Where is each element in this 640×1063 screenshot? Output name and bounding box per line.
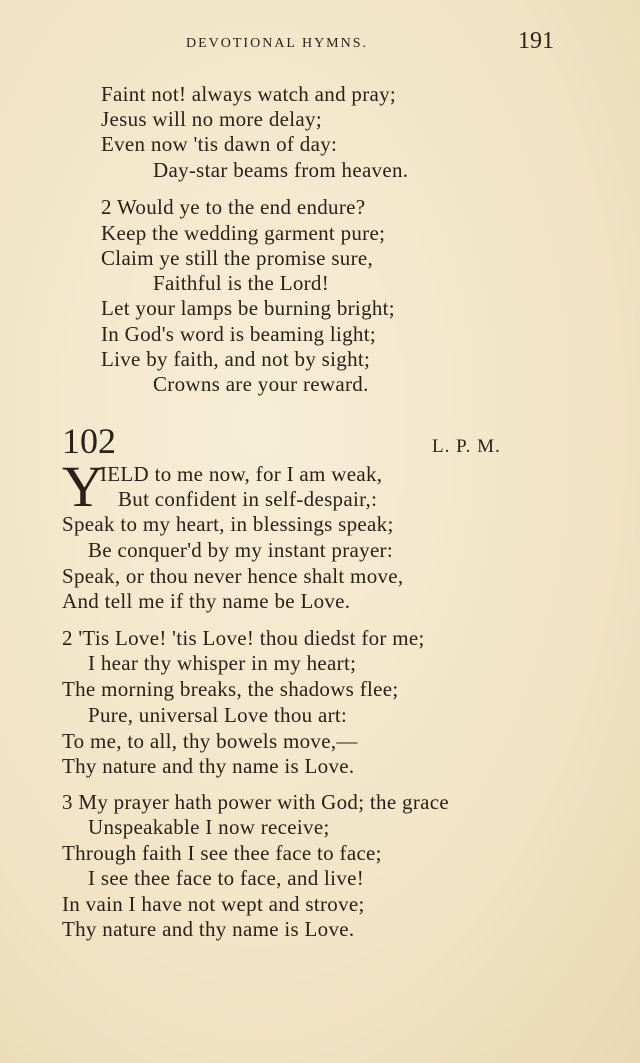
page-header: [0, 28, 640, 58]
verse-line: Speak, or thou never hence shalt move,: [62, 564, 404, 588]
verse-line: Let your lamps be burning bright;: [101, 296, 395, 320]
verse-line: I hear thy whisper in my heart;: [88, 651, 357, 675]
verse-line: And tell me if thy name be Love.: [62, 589, 351, 613]
verse-line: Thy nature and thy name is Love.: [62, 917, 355, 941]
verse-line: Claim ye still the promise sure,: [101, 246, 374, 270]
verse-line: Jesus will no more delay;: [101, 107, 322, 131]
verse-line: Faint not! always watch and pray;: [101, 82, 397, 106]
verse-line: IELD to me now, for I am weak,: [100, 462, 383, 486]
verse-line: In God's word is beaming light;: [101, 322, 376, 346]
verse-line: Pure, universal Love thou art:: [88, 703, 348, 727]
verse-line: 2 'Tis Love! 'tis Love! thou diedst for me;: [62, 626, 425, 650]
verse-line: In vain I have not wept and strove;: [62, 892, 365, 916]
verse-line: Even now 'tis dawn of day:: [101, 132, 338, 156]
running-head: DEVOTIONAL HYMNS.: [186, 36, 369, 51]
hymn-number: 102: [62, 421, 116, 461]
verse-line: 3 My prayer hath power with God; the grace: [62, 790, 449, 814]
verse-line: 2 Would ye to the end endure?: [101, 195, 366, 219]
drop-cap: Y: [62, 454, 104, 519]
verse-line: But confident in self-despair,:: [118, 487, 378, 511]
verse-line: Keep the wedding garment pure;: [101, 221, 386, 245]
verse-line: Crowns are your reward.: [153, 372, 369, 396]
verse-line: Day-star beams from heaven.: [153, 158, 409, 182]
verse-line: To me, to all, thy bowels move,—: [62, 729, 358, 753]
hymn-meter: L. P. M.: [432, 436, 501, 457]
verse-line: I see thee face to face, and live!: [88, 866, 365, 890]
verse-line: Faithful is the Lord!: [153, 271, 330, 295]
verse-line: Be conquer'd by my instant prayer:: [88, 538, 393, 562]
verse-line: Unspeakable I now receive;: [88, 815, 330, 839]
page-number: 191: [518, 28, 554, 54]
verse-line: Through faith I see thee face to face;: [62, 841, 382, 865]
verse-line: Thy nature and thy name is Love.: [62, 754, 355, 778]
verse-line: Speak to my heart, in blessings speak;: [62, 512, 394, 536]
verse-line: Live by faith, and not by sight;: [101, 347, 371, 371]
verse-line: The morning breaks, the shadows flee;: [62, 677, 399, 701]
